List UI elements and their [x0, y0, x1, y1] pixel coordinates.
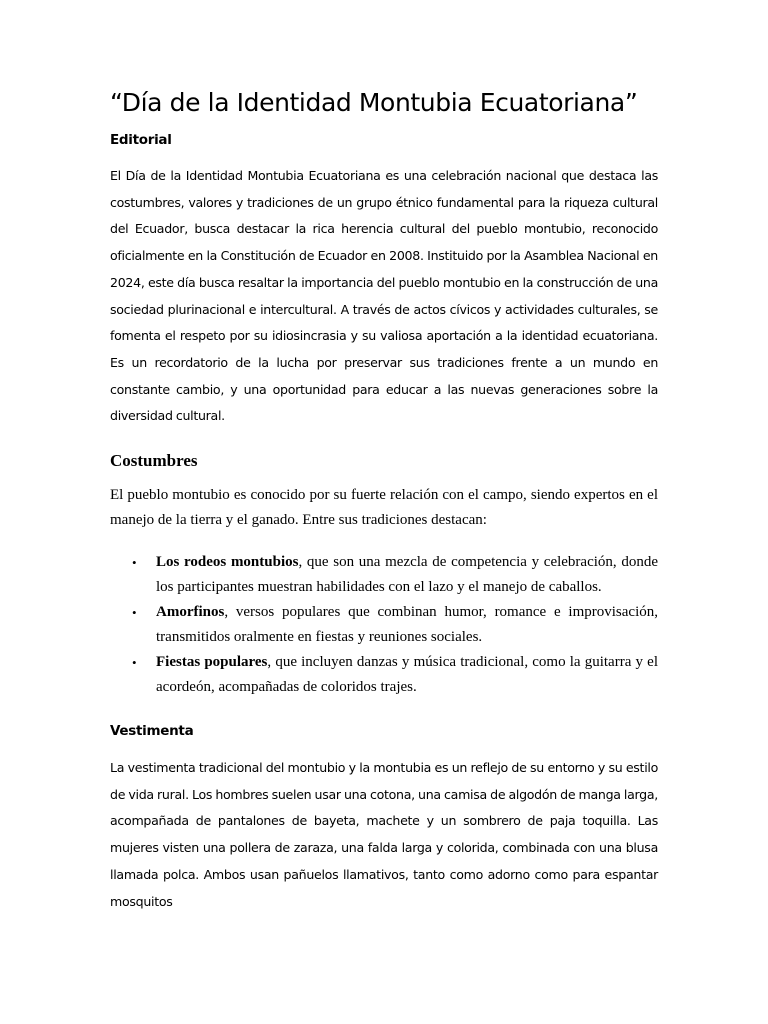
costumbres-paragraph: El pueblo montubio es conocido por su fuerte relación con el campo, siendo expertos en el manejo de la tierra y el ganado. Entre sus tradiciones destacan: — [110, 487, 658, 528]
costumbres-list — [110, 550, 658, 700]
list-item-term: Amorfinos — [156, 604, 225, 620]
bullet-icon: • — [132, 555, 137, 570]
list-item-text: , versos populares que combinan humor, romance e improvisación, transmitidos oralmente en fiestas y reuniones sociales. — [156, 604, 658, 645]
list-item-text: , que incluyen danzas y música tradicional, como la guitarra y el acordeón, acompañadas de coloridos trajes. — [156, 654, 659, 695]
list-item — [110, 550, 658, 600]
vestimenta-paragraph: La vestimenta tradicional del montubio y la montubia es un reflejo de su entorno y su estilo de vida rural. Los hombres suelen usar una cotona, una camisa de algodón de manga larga, acompañada de pantalones de bayeta, machete y un sombrero de paja toquilla. Las mujeres visten una pollera de zaraza, una falda larga y colorida, combinada con una blusa llamada polca. Ambos usan pañuelos llamativos, tanto como adorno como para espantar mosquitos — [110, 760, 658, 909]
list-item-text: , que son una mezcla de competencia y celebración, donde los participantes muestran habilidades con el lazo y el manejo de caballos. — [156, 554, 658, 595]
list-item — [110, 650, 658, 700]
bullet-icon: • — [132, 605, 137, 620]
bullet-icon: • — [132, 655, 137, 670]
list-item — [110, 600, 658, 650]
vestimenta-heading: Vestimenta — [110, 723, 194, 739]
document-title: “Día de la Identidad Montubia Ecuatoriana” — [110, 88, 638, 117]
editorial-heading: Editorial — [110, 132, 172, 148]
list-item-term: Los rodeos montubios — [156, 554, 299, 570]
editorial-paragraph: El Día de la Identidad Montubia Ecuatoriana es una celebración nacional que destaca las costumbres, valores y tradiciones de un grupo étnico fundamental para la riqueza cultural del Ecuador, busca destacar la rica herencia cultural del pueblo montubio, reconocido oficialmente en la Constitución de Ecuador en 2008. Instituido por la Asamblea Nacional en 2024, este día busca resaltar la importancia del pueblo montubio en la construcción de una sociedad plurinacional e intercultural. A través de actos cívicos y actividades culturales, se fomenta el respeto por su idiosincrasia y su valiosa aportación a la identidad ecuatoriana. Es un recordatorio de la lucha por preservar sus tradiciones frente a un mundo en constante cambio, y una oportunidad para educar a las nuevas generaciones sobre la diversidad cultural. — [110, 168, 658, 424]
costumbres-heading: Costumbres — [110, 451, 198, 470]
list-item-term: Fiestas populares — [156, 654, 268, 670]
